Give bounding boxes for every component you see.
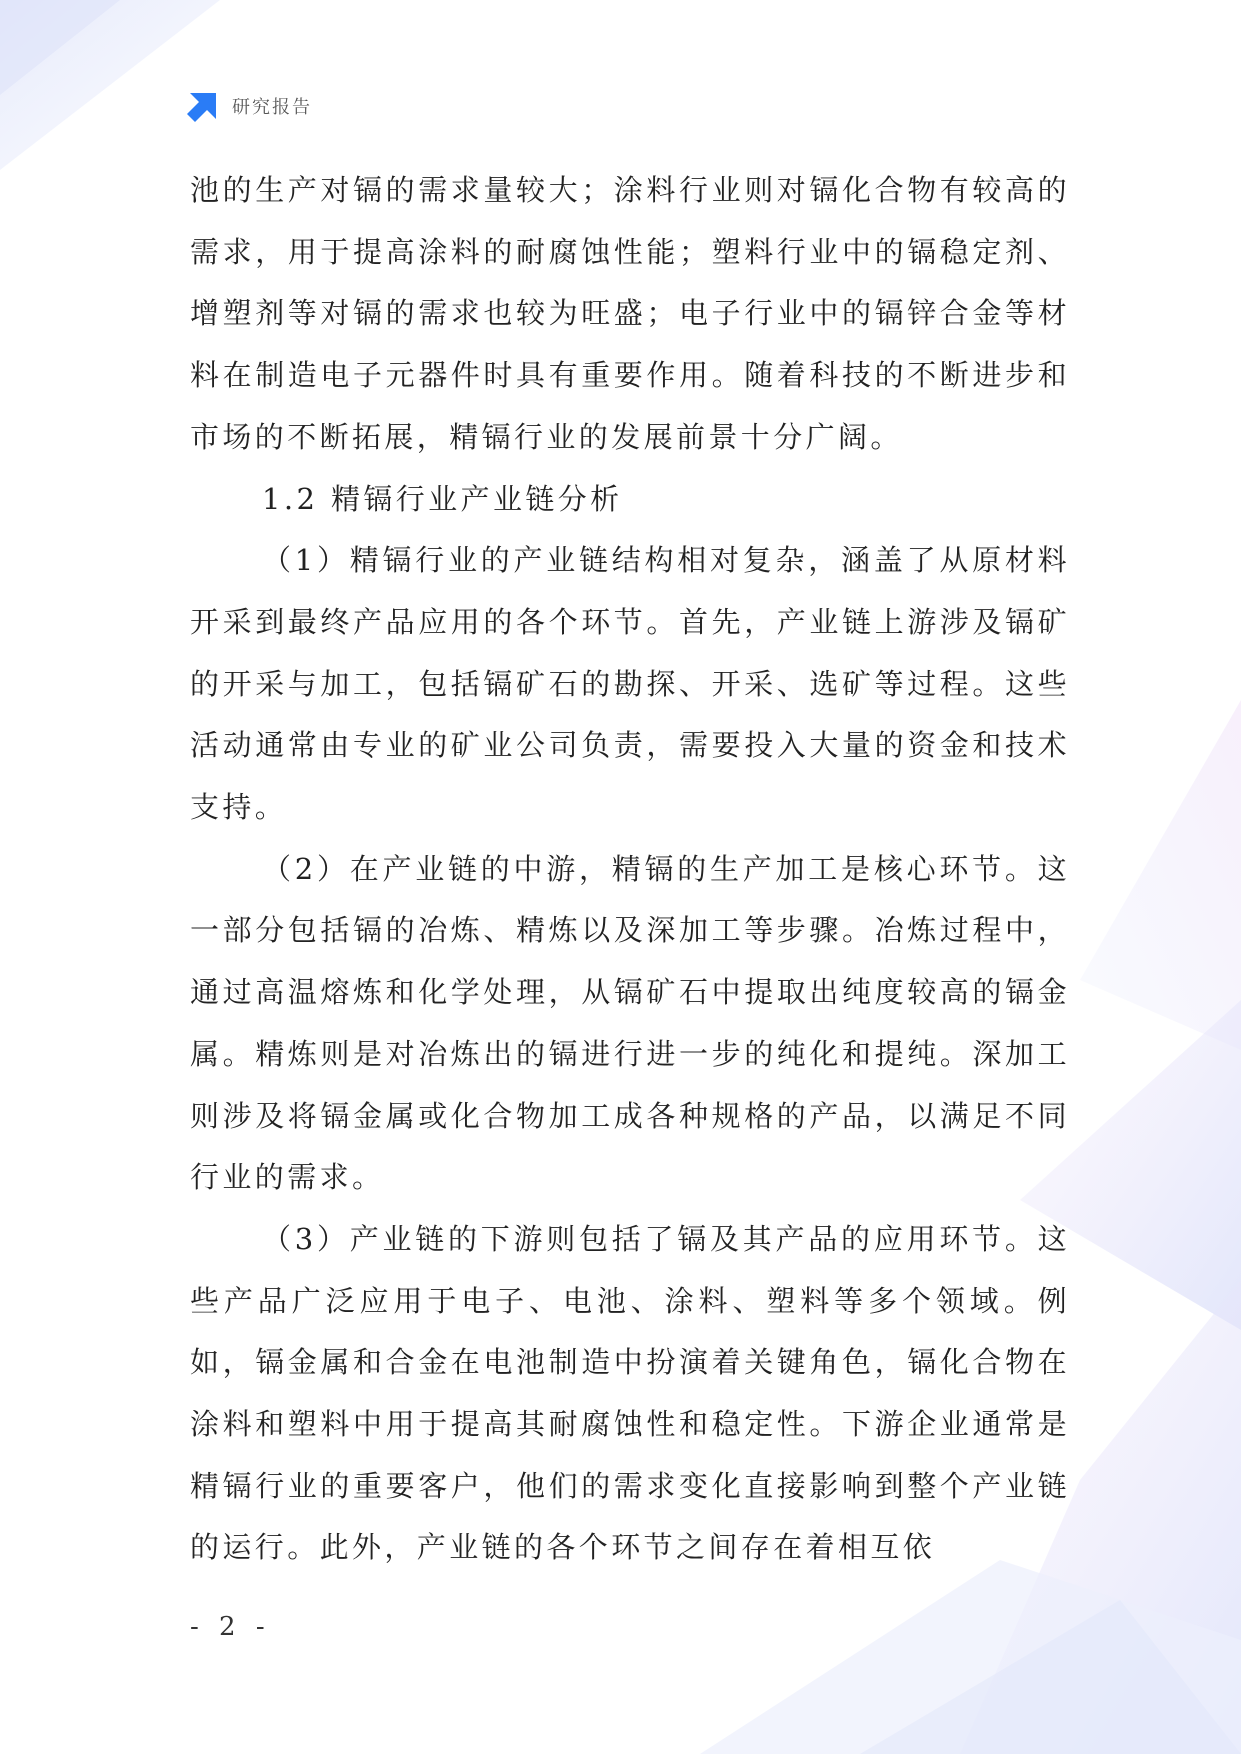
- paragraph-midstream: （2）在产业链的中游，精镉的生产加工是核心环节。这一部分包括镉的冶炼、精炼以及深加工等步骤。冶炼过程中，通过高温熔炼和化学处理，从镉矿石中提取出纯度较高的镉金属。精炼则是对冶炼出的镉进行进一步的纯化和提纯。深加工则涉及将镉金属或化合物加工成各种规格的产品，以满足不同行业的需求。: [190, 851, 1070, 1195]
- paragraph-continuation: 池的生产对镉的需求量较大；涂料行业则对镉化合物有较高的需求，用于提高涂料的耐腐蚀性能；塑料行业中的镉稳定剂、增塑剂等对镉的需求也较为旺盛；电子行业中的镉锌合金等材料在制造电子元器件时具有重要作用。随着科技的不断进步和市场的不断拓展，精镉行业的发展前景十分广阔。: [190, 173, 1070, 454]
- paragraph-downstream: （3）产业链的下游则包括了镉及其产品的应用环节。这些产品广泛应用于电子、电池、涂料、塑料等多个领域。例如，镉金属和合金在电池制造中扮演着关键角色，镉化合物在涂料和塑料中用于提高其耐腐蚀性和稳定性。下游企业通常是精镉行业的重要客户，他们的需求变化直接影响到整个产业链的运行。此外，产业链的各个环节之间存在着相互依: [190, 1221, 1070, 1565]
- paragraph-upstream: （1）精镉行业的产业链结构相对复杂，涵盖了从原材料开采到最终产品应用的各个环节。首先，产业链上游涉及镉矿的开采与加工，包括镉矿石的勘探、开采、选矿等过程。这些活动通常由专业的矿业公司负责，需要投入大量的资金和技术支持。: [190, 543, 1070, 825]
- arrow-up-right-logo-icon: [186, 89, 220, 123]
- page-header: [186, 88, 312, 124]
- header-title: 研究报告: [232, 97, 312, 118]
- page-number: - 2 -: [190, 1612, 271, 1642]
- document-body: [190, 160, 1070, 1579]
- section-heading: 1.2 精镉行业产业链分析: [262, 481, 623, 516]
